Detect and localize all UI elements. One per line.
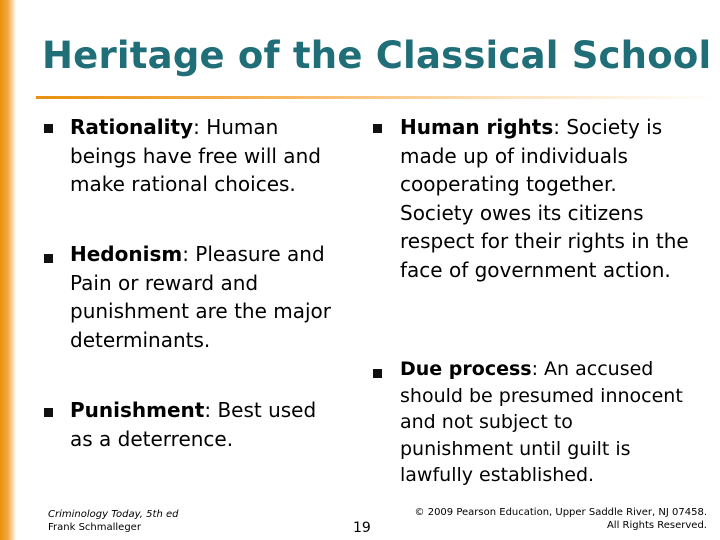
page-number: 19 (353, 520, 371, 536)
bullet-term: Human rights (400, 115, 554, 139)
copyright-line-1: © 2009 Pearson Education, Upper Saddle River, NJ 07458. (414, 507, 707, 518)
bullet-icon (44, 124, 53, 133)
left-accent-bar (0, 0, 16, 540)
bullet-icon (44, 408, 53, 417)
footer-copyright (415, 506, 707, 532)
bullet-icon (373, 124, 382, 133)
bullet-text (400, 356, 685, 489)
bullet-term: Due process (400, 358, 532, 380)
bullet-text (70, 113, 350, 199)
title-underline (36, 96, 720, 99)
bullet-term: Hedonism (70, 242, 183, 266)
bullet-description: : An accused should be presumed innocent and not subject to punishment until guilt is lawfully established. (400, 358, 683, 486)
bullet-icon (44, 254, 53, 263)
bullet-term: Rationality (70, 115, 194, 139)
bullet-text (400, 113, 690, 284)
slide-title: Heritage of the Classical School (42, 34, 712, 77)
bullet-description: : Best used as a deterrence. (70, 398, 317, 451)
footer-book-title: Criminology Today, 5th ed (48, 509, 179, 520)
bullet-text (70, 240, 350, 354)
bullet-description: : Human beings have free will and make rational choices. (70, 115, 321, 196)
footer-author: Frank Schmalleger (48, 522, 141, 533)
bullet-text (70, 396, 345, 453)
bullet-icon (373, 369, 382, 378)
copyright-line-2: All Rights Reserved. (606, 520, 707, 531)
footer-citation (48, 508, 178, 534)
bullet-term: Punishment (70, 398, 205, 422)
bullet-description: : Society is made up of individuals cooperating together. Society owes its citizens respect for their rights in the face of government action. (400, 115, 689, 282)
bullet-description: : Pleasure and Pain or reward and punishment are the major determinants. (70, 242, 331, 352)
